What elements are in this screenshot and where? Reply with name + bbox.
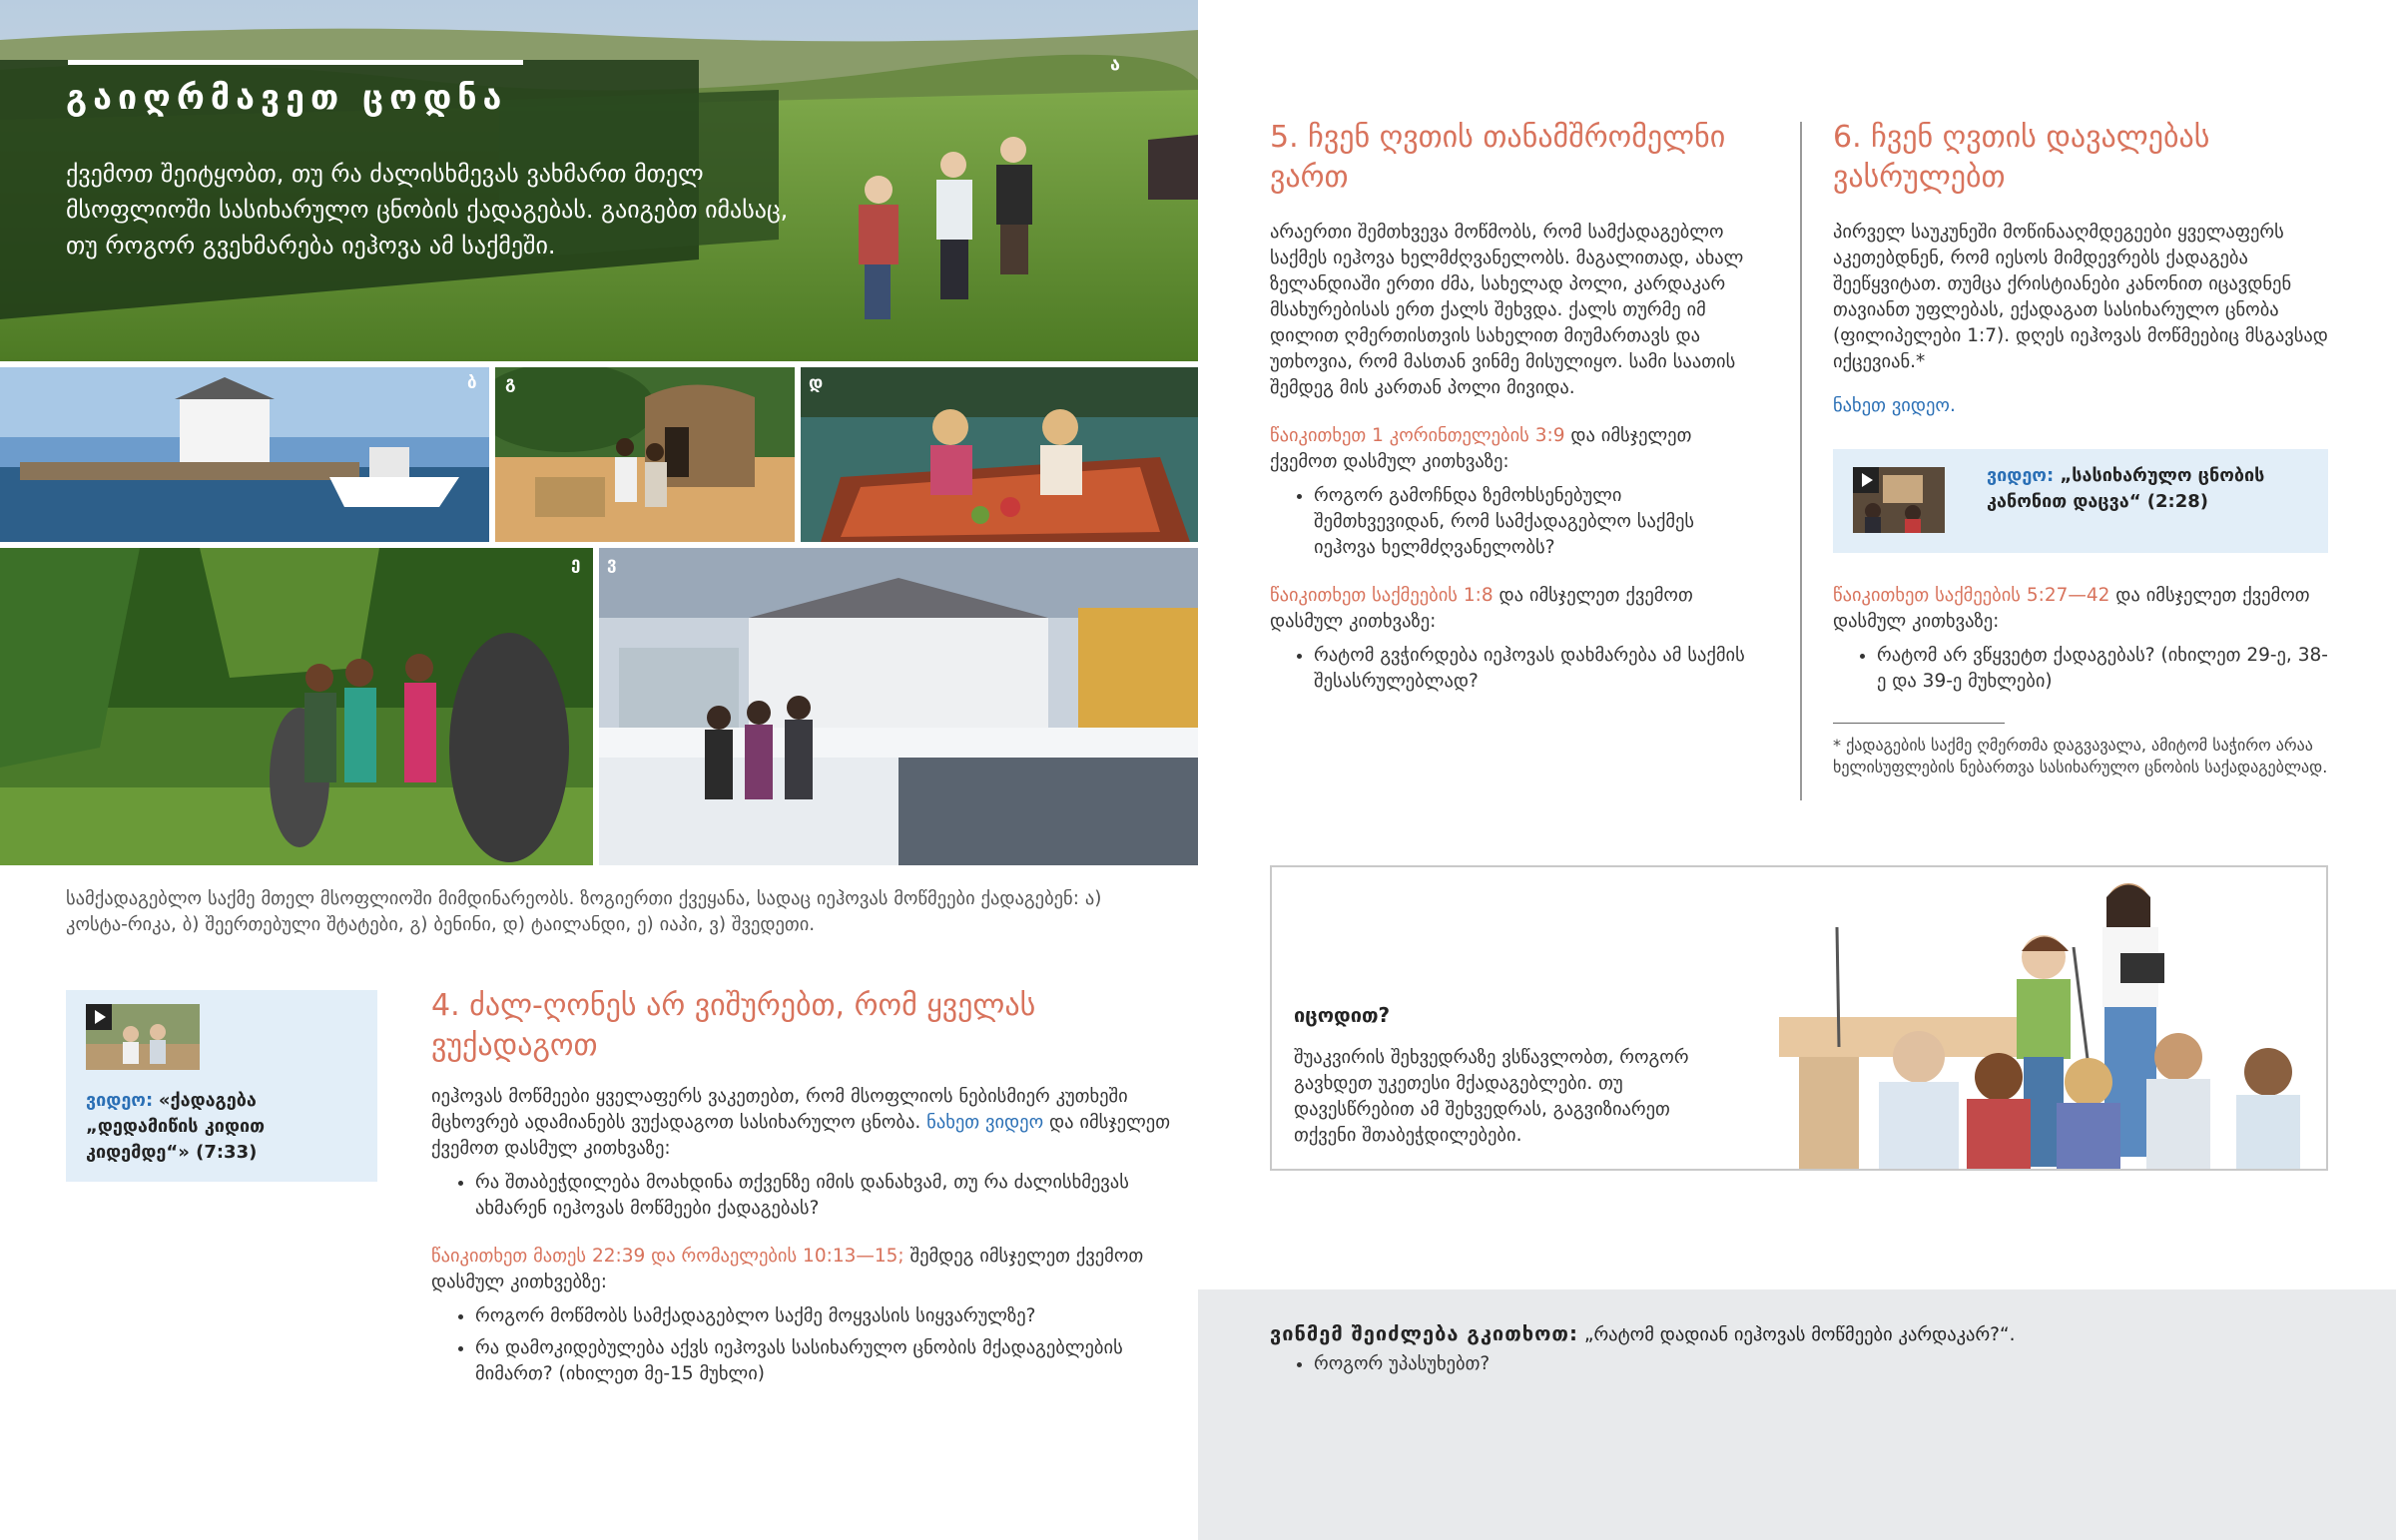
section5-read2-link[interactable]: წაიკითხეთ საქმეების 1:8 xyxy=(1270,585,1494,606)
section5-read1-tail: და იმსჯელეთ ქვემოთ დასმულ კითხვაზე: xyxy=(1270,425,1692,472)
section4-heading: 4. ძალ-ღონეს არ ვიშურებთ, რომ ყველას ვუქადაგოთ xyxy=(431,988,1036,1063)
video-label-right: ვიდეო: xyxy=(1987,465,2055,486)
photo-letter-e: ე xyxy=(571,554,581,574)
photo-thailand xyxy=(801,367,1198,542)
photo-sweden xyxy=(599,548,1198,865)
section6-read-link[interactable]: წაიკითხეთ საქმეების 5:27—42 xyxy=(1833,585,2110,606)
section4-q2-item-1: • როგორ მოწმობს სამქადაგებლო საქმე მოყვასის სიყვარულზე? xyxy=(475,1303,1170,1329)
section4-p1-tail: და იმსჯელეთ ქვემოთ დასმულ კითხვაზე: xyxy=(431,1112,1171,1159)
footer-ask-lead: ვინმემ შეიძლება გკითხოთ: xyxy=(1270,1321,1578,1345)
footer-bullet: • როგორ უპასუხებთ? xyxy=(1314,1351,2212,1377)
section6-body-2 xyxy=(1833,583,2328,701)
photo-letter-d: დ xyxy=(809,373,824,393)
section6-q-item: • რატომ არ ვწყვეტთ ქადაგებას? (იხილეთ 29-ე, 38-ე და 39-ე მუხლები) xyxy=(1877,643,2328,695)
video-title-right[interactable]: „სასიხარულო ცნობის კანონით დაცვა“ (2:28) xyxy=(1987,465,2265,512)
section4-questions-1 xyxy=(431,1170,1170,1222)
section4-body xyxy=(431,1084,1170,1393)
section5-questions-1 xyxy=(1270,483,1745,561)
section5-body xyxy=(1270,220,1745,701)
section4-questions-2 xyxy=(431,1303,1170,1387)
section5-read1-link[interactable]: წაიკითხეთ 1 კორინთელების 3:9 xyxy=(1270,425,1565,446)
photo-benin xyxy=(495,367,795,542)
video-title-left[interactable]: «ქადაგება „დედამიწის კიდით კიდემდე“» (7:33) xyxy=(86,1090,266,1163)
section5-questions-2 xyxy=(1270,643,1745,695)
hero-title-rule xyxy=(68,60,523,65)
did-you-know-box xyxy=(1270,865,2328,1171)
meeting-illustration xyxy=(1779,867,2328,1171)
section5-q1-item: • როგორ გამოჩნდა ზემოხსენებული შემთხვევიდან, რომ სამქადაგებლო საქმეს იეჰოვა ხელმძღვანელობს? xyxy=(1314,483,1745,561)
footer-bullets xyxy=(1270,1351,2212,1383)
footnote-rule xyxy=(1833,723,2005,724)
section5-heading: 5. ჩვენ ღვთის თანამშრომელნი ვართ xyxy=(1270,120,1726,195)
play-icon-right[interactable] xyxy=(1853,467,1879,493)
column-divider xyxy=(1800,122,1802,800)
video-box-right[interactable] xyxy=(1833,449,2328,553)
photo-letter-b: ბ xyxy=(467,373,477,393)
photo-united-states xyxy=(0,367,489,542)
photo-yap xyxy=(0,548,593,865)
section5-q2-item: • რატომ გვჭირდება იეჰოვას დახმარება ამ საქმის შესასრულებლად? xyxy=(1314,643,1745,695)
did-you-know-text: შუაკვირის შეხვედრაზე ვსწავლობთ, როგორ გავხდეთ უკეთესი მქადაგებლები. თუ დავესწრებით ამ შეხვედრას, გაგვიზიარეთ თქვენი შთაბეჭდილებები. xyxy=(1294,1047,1689,1146)
section6-p1: პირველ საუკუნეში მოწინააღმდეგეები ყველაფერს აკეთებდნენ, რომ იესოს მიმდევრებს ქადაგება შეეწყვიტათ. თუმცა ქრისტიანები კანონით იცავდნენ თავიანთ უფლებას, ექადაგათ სასიხარულო ცნობა (ფილიპელები 1:7). დღეს იეჰოვას მოწმეებიც მსგავსად იქცევიან.* xyxy=(1833,222,2328,372)
hero-letter: ა xyxy=(1110,54,1120,75)
section5-p1: არაერთი შემთხვევა მოწმობს, რომ სამქადაგებლო საქმეს იეჰოვა ხელმძღვანელობს. მაგალითად, ახალ ზელანდიაში ერთი ძმა, სახელად პოლი, კარდაკარ მსახურებისას ერთ ქალს შეხვდა. ქალს თურმე იმ დილით ღმერთისთვის სახელით მიუმართავს და უთხოვია, რომ მასთან ვინმე მისულიყო. სამი საათის შემდეგ მის კართან პოლი მივიდა. xyxy=(1270,222,1744,398)
footer-ask-question: „რატომ დადიან იეჰოვას მოწმეები კარდაკარ?“. xyxy=(1577,1324,2016,1345)
section6-heading: 6. ჩვენ ღვთის დავალებას ვასრულებთ xyxy=(1833,120,2210,195)
video-thumbnail[interactable] xyxy=(86,1004,200,1070)
section4-q1-item: • რა შთაბეჭდილება მოახდინა თქვენზე იმის დანახვამ, თუ რა ძალისხმევას ახმარენ იეჰოვას მოწმეები ქადაგებას? xyxy=(475,1170,1170,1222)
footer-ask xyxy=(1270,1319,2368,1349)
photo-letter-v: ვ xyxy=(607,554,617,574)
play-icon[interactable] xyxy=(86,1004,112,1030)
section4-read-link[interactable]: წაიკითხეთ მათეს 22:39 და რომაელების 10:13—15; xyxy=(431,1246,904,1267)
hero-title: გაიღრმავეთ ცოდნა xyxy=(66,78,508,118)
section6-see-video-link[interactable]: ნახეთ ვიდეო. xyxy=(1833,395,1956,416)
section4-read-tail: შემდეგ იმსჯელეთ ქვემოთ დასმულ კითხვებზე: xyxy=(431,1246,1144,1292)
section6-questions xyxy=(1833,643,2328,695)
hero-intro: ქვემოთ შეიტყობთ, თუ რა ძალისხმევას ვახმართ მთელ მსოფლიოში სასიხარულო ცნობის ქადაგებას. გაიგებთ იმასაც, თუ როგორ გვეხმარება იეჰოვა ამ საქმეში. xyxy=(66,160,789,259)
section6-footnote: * ქადაგების საქმე ღმერთმა დაგვავალა, ამიტომ საჭირო არაა ხელისუფლების ნებართვა სასიხარულო ცნობის საქადაგებლად. xyxy=(1833,736,2328,776)
video-label: ვიდეო: xyxy=(86,1090,154,1111)
section6-read-tail: და იმსჯელეთ ქვემოთ დასმულ კითხვაზე: xyxy=(1833,585,2310,632)
photo-caption: სამქადაგებლო საქმე მთელ მსოფლიოში მიმდინარეობს. ზოგიერთი ქვეყანა, სადაც იეჰოვას მოწმეები ქადაგებენ: ა) კოსტა-რიკა, ბ) შეერთებული შტატები, გ) ბენინი, დ) ტაილანდი, ე) იაპი, ვ) შვედეთი. xyxy=(66,888,1102,935)
section4-see-video-link[interactable]: ნახეთ ვიდეო xyxy=(926,1112,1044,1133)
section5-read2-tail: და იმსჯელეთ ქვემოთ დასმულ კითხვაზე: xyxy=(1270,585,1693,632)
video-box-left[interactable] xyxy=(66,990,377,1182)
section6-body xyxy=(1833,220,2328,419)
did-you-know-title: იცოდით? xyxy=(1294,1003,1391,1027)
photo-letter-g: გ xyxy=(505,373,516,393)
section4-q2-item-2: • რა დამოკიდებულება აქვს იეჰოვას სასიხარულო ცნობის მქადაგებლების მიმართ? (იხილეთ მე-15 მუხლი) xyxy=(475,1335,1170,1387)
video-thumbnail-right[interactable] xyxy=(1853,467,1945,533)
section4-p1: იეჰოვას მოწმეები ყველაფერს ვაკეთებთ, რომ მსოფლიოს ნებისმიერ კუთხეში მცხოვრებ ადამიანებს ვუქადაგოთ სასიხარულო ცნობა. xyxy=(431,1086,1128,1133)
